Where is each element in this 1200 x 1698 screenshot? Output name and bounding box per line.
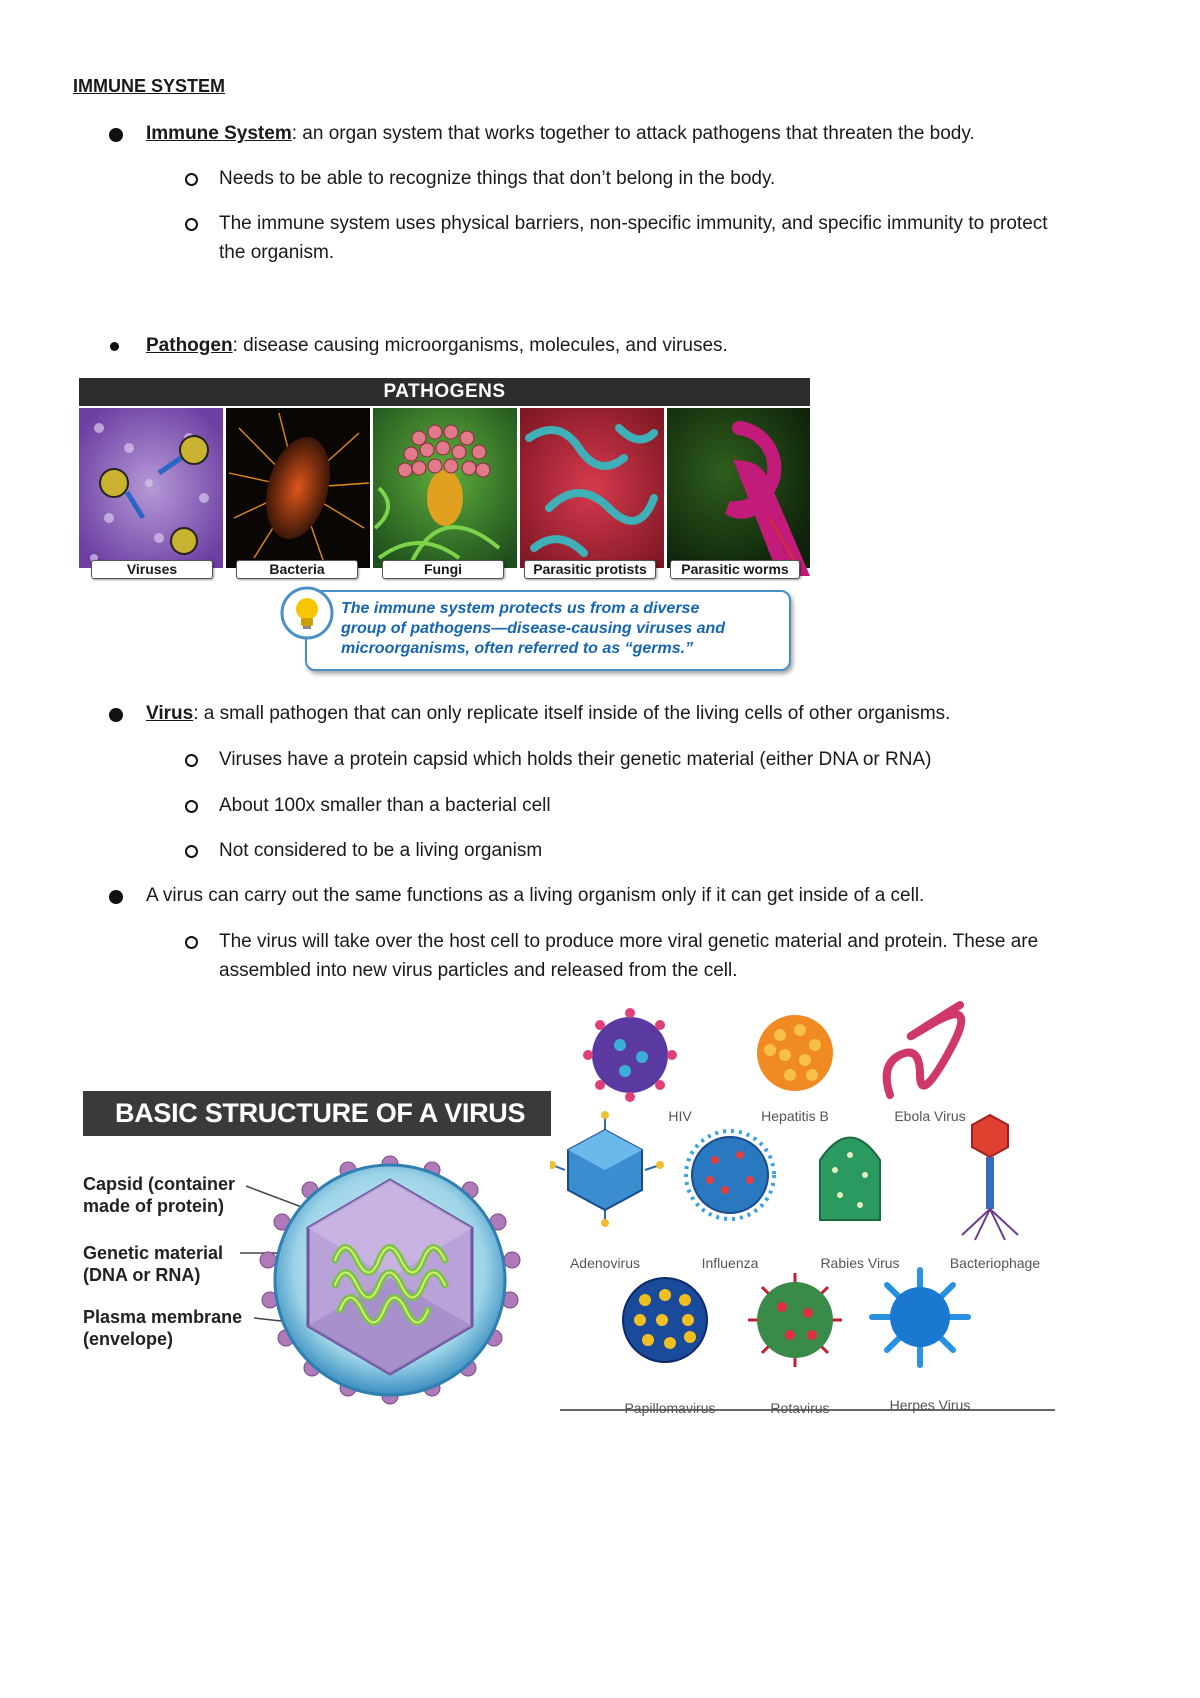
immune-sub-1: Needs to be able to recognize things that don’t belong in the body. bbox=[219, 168, 776, 189]
tip-line-2: group of pathogens—disease-causing viruses and bbox=[341, 620, 726, 637]
caption-rabies: Rabies Virus bbox=[820, 1255, 900, 1271]
virus-sub-2: About 100x smaller than a bacterial cell bbox=[219, 795, 551, 816]
label-capsid bbox=[83, 1173, 235, 1217]
hiv-illustration bbox=[583, 1008, 677, 1102]
immune-system-definition bbox=[146, 119, 975, 148]
lightbulb-icon bbox=[279, 585, 335, 641]
virus-definition bbox=[146, 699, 950, 728]
virus-gallery bbox=[550, 995, 1060, 1415]
virus-sub-1: Viruses have a protein capsid which holds their genetic material (either DNA or RNA) bbox=[219, 749, 932, 770]
influenza-illustration bbox=[686, 1131, 774, 1219]
virus-sub-3: Not considered to be a living organism bbox=[219, 840, 543, 861]
sub-bullet bbox=[185, 218, 198, 231]
sub-bullet bbox=[185, 800, 198, 813]
rabies-illustration bbox=[820, 1138, 880, 1221]
label-line: (envelope) bbox=[83, 1329, 174, 1349]
caption-ebola: Ebola Virus bbox=[894, 1108, 966, 1124]
label-parasitic-protists: Parasitic protists bbox=[524, 560, 656, 579]
herpes-illustration bbox=[872, 1270, 968, 1365]
sub-bullet bbox=[185, 845, 198, 858]
immune-sub-2: The immune system uses physical barriers, non-specific immunity, and specific immunity to protect bbox=[219, 213, 1048, 234]
label-genetic-material bbox=[83, 1242, 223, 1286]
sub-bullet bbox=[185, 754, 198, 767]
label-line: (DNA or RNA) bbox=[83, 1265, 201, 1285]
bacteriophage-illustration bbox=[962, 1115, 1018, 1240]
caption-papillomavirus: Papillomavirus bbox=[624, 1400, 716, 1416]
virus-function-text: A virus can carry out the same functions as a living organism only if it can get inside of a cell. bbox=[146, 885, 925, 906]
caption-herpes: Herpes Virus bbox=[889, 1397, 971, 1413]
label-line: Genetic material bbox=[83, 1243, 224, 1263]
caption-bacteriophage: Bacteriophage bbox=[949, 1255, 1041, 1271]
label-line: Plasma membrane bbox=[83, 1307, 243, 1327]
bullet bbox=[109, 128, 123, 142]
rotavirus-illustration bbox=[748, 1273, 842, 1367]
bullet bbox=[109, 890, 123, 904]
papillomavirus-illustration bbox=[623, 1278, 707, 1362]
sub-bullet bbox=[185, 936, 198, 949]
ebola-illustration bbox=[887, 1005, 962, 1095]
term-immune-system: Immune System bbox=[146, 123, 292, 144]
definition-text: : disease causing microorganisms, molecules, and viruses. bbox=[232, 335, 728, 356]
virus-function-sub-1: The virus will take over the host cell to produce more viral genetic material and protein. These are bbox=[219, 931, 1039, 952]
label-fungi: Fungi bbox=[382, 560, 504, 579]
label-viruses: Viruses bbox=[91, 560, 213, 579]
label-line: made of protein) bbox=[83, 1196, 225, 1216]
caption-influenza: Influenza bbox=[701, 1255, 759, 1271]
caption-hiv: HIV bbox=[668, 1108, 692, 1124]
adenovirus-illustration bbox=[550, 1111, 664, 1227]
term-virus: Virus bbox=[146, 703, 194, 724]
structure-figure-title: BASIC STRUCTURE OF A VIRUS bbox=[83, 1091, 551, 1136]
caption-rotavirus: Rotavirus bbox=[770, 1400, 830, 1416]
caption-adenovirus: Adenovirus bbox=[569, 1255, 641, 1271]
bullet bbox=[110, 342, 119, 351]
tip-line-1: The immune system protects us from a diverse bbox=[341, 600, 700, 617]
virus-structure-diagram bbox=[240, 1150, 540, 1415]
hepatitis-b-illustration bbox=[757, 1015, 833, 1091]
caption-hepatitis-b: Hepatitis B bbox=[761, 1108, 829, 1124]
pathogen-definition bbox=[146, 331, 728, 360]
label-line: Capsid (container bbox=[83, 1174, 236, 1194]
page-title: IMMUNE SYSTEM bbox=[73, 76, 226, 96]
virus-function-sub-1-cont: assembled into new virus particles and released from the cell. bbox=[219, 960, 738, 981]
immune-sub-2-cont: the organism. bbox=[219, 242, 335, 263]
definition-text: : a small pathogen that can only replicate itself inside of the living cells of other organisms. bbox=[193, 703, 951, 724]
label-parasitic-worms: Parasitic worms bbox=[670, 560, 800, 579]
bullet bbox=[109, 708, 123, 722]
label-plasma-membrane bbox=[83, 1306, 242, 1350]
definition-text: : an organ system that works together to attack pathogens that threaten the body. bbox=[291, 123, 975, 144]
sub-bullet bbox=[185, 173, 198, 186]
pathogens-figure-title: PATHOGENS bbox=[79, 378, 810, 406]
tip-line-3: microorganisms, often referred to as “germs.” bbox=[341, 640, 694, 657]
label-bacteria: Bacteria bbox=[236, 560, 358, 579]
term-pathogen: Pathogen bbox=[146, 335, 233, 356]
pathogens-images bbox=[79, 408, 810, 576]
